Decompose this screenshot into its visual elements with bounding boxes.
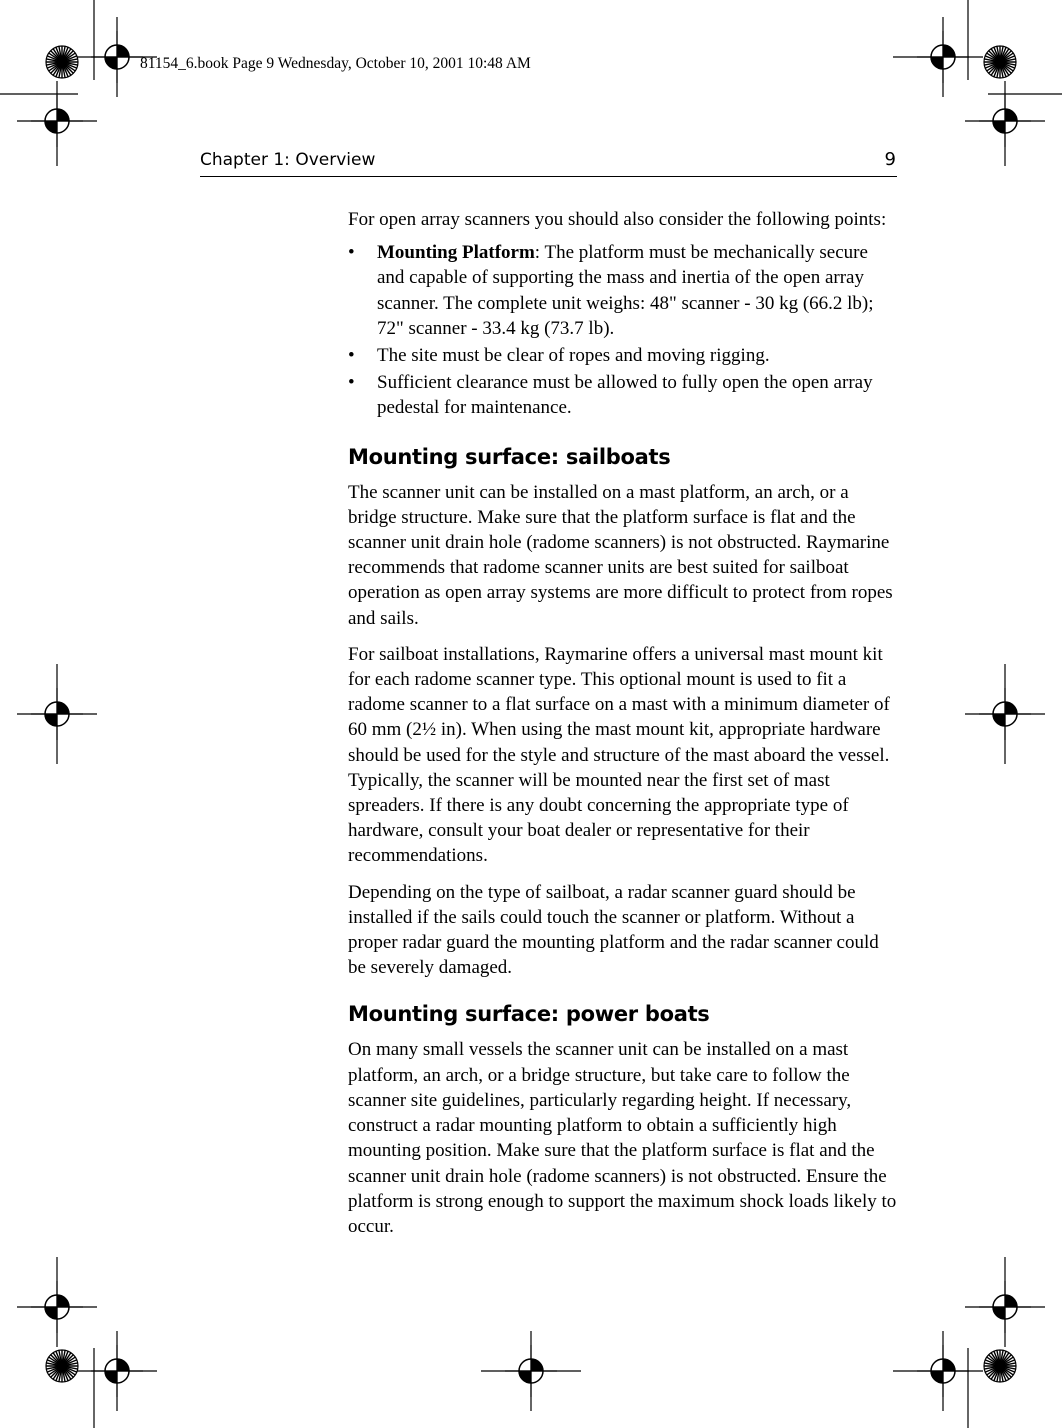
page-body	[348, 207, 897, 1250]
running-header	[200, 146, 897, 177]
bullet-text: The site must be clear of ropes and moving rigging.	[377, 345, 770, 367]
bullet-marker: •	[348, 345, 355, 367]
body-paragraph: The scanner unit can be installed on a mast platform, an arch, or a bridge structure. Make sure that the platform surface is flat and the scanner unit drain hole (radome scanners) is not obstructed. Raymarine recommends that radome scanner units are best suited for sailboat operation as open array systems are more difficult to protect from ropes and sails.	[348, 481, 893, 629]
bullet-list	[348, 240, 897, 420]
chapter-title: Chapter 1: Overview	[200, 150, 376, 170]
bullet-marker: •	[348, 372, 355, 394]
bullet-text: Sufficient clearance must be allowed to fully open the open array pedestal for maintenance.	[377, 372, 873, 419]
section-heading-sailboats: Mounting surface: sailboats	[348, 444, 671, 469]
intro-paragraph: For open array scanners you should also consider the following points:	[348, 209, 887, 230]
body-paragraph: For sailboat installations, Raymarine offers a universal mast mount kit for each radome scanner type. This optional mount is used to fit a radome scanner to a flat surface on a mast with a minimum diameter of 60 mm (2½ in). When using the mast mount kit, appropriate hardware should be used for the style and structure of the mast aboard the vessel. Typically, the scanner will be mounted near the first set of mast spreaders. If there is any doubt concerning the appropriate type of hardware, consult your boat dealer or representative for their recommendations.	[348, 643, 890, 867]
page-number: 9	[884, 149, 896, 170]
list-item	[348, 370, 897, 420]
bullet-lead: Mounting Platform	[377, 242, 535, 264]
section-heading-power-boats: Mounting surface: power boats	[348, 1002, 710, 1027]
list-item	[348, 343, 897, 368]
bullet-text: : The platform must be mechanically secure and capable of supporting the mass and inertia of the open array scanner. The complete unit weighs: 48" scanner - 30 kg (66.2 lb); 72" scanner - 33.4 kg (73.7 lb).	[377, 242, 874, 339]
print-slug: 81154_6.book Page 9 Wednesday, October 10, 2001 10:48 AM	[140, 55, 531, 72]
bullet-marker: •	[348, 242, 355, 264]
body-paragraph: Depending on the type of sailboat, a radar scanner guard should be installed if the sails could touch the scanner or platform. Without a proper radar guard the mounting platform and the radar scanner could be severely damaged.	[348, 881, 879, 979]
body-paragraph: On many small vessels the scanner unit can be installed on a mast platform, an arch, or a bridge structure, but take care to follow the scanner site guidelines, particularly regarding height. If necessary, construct a radar mounting platform to obtain a sufficiently high mounting position. Make sure that the platform surface is flat and the scanner unit drain hole (radome scanners) is not obstructed. Ensure the platform is strong enough to support the maximum shock loads likely to occur.	[348, 1039, 897, 1237]
list-item	[348, 240, 897, 341]
